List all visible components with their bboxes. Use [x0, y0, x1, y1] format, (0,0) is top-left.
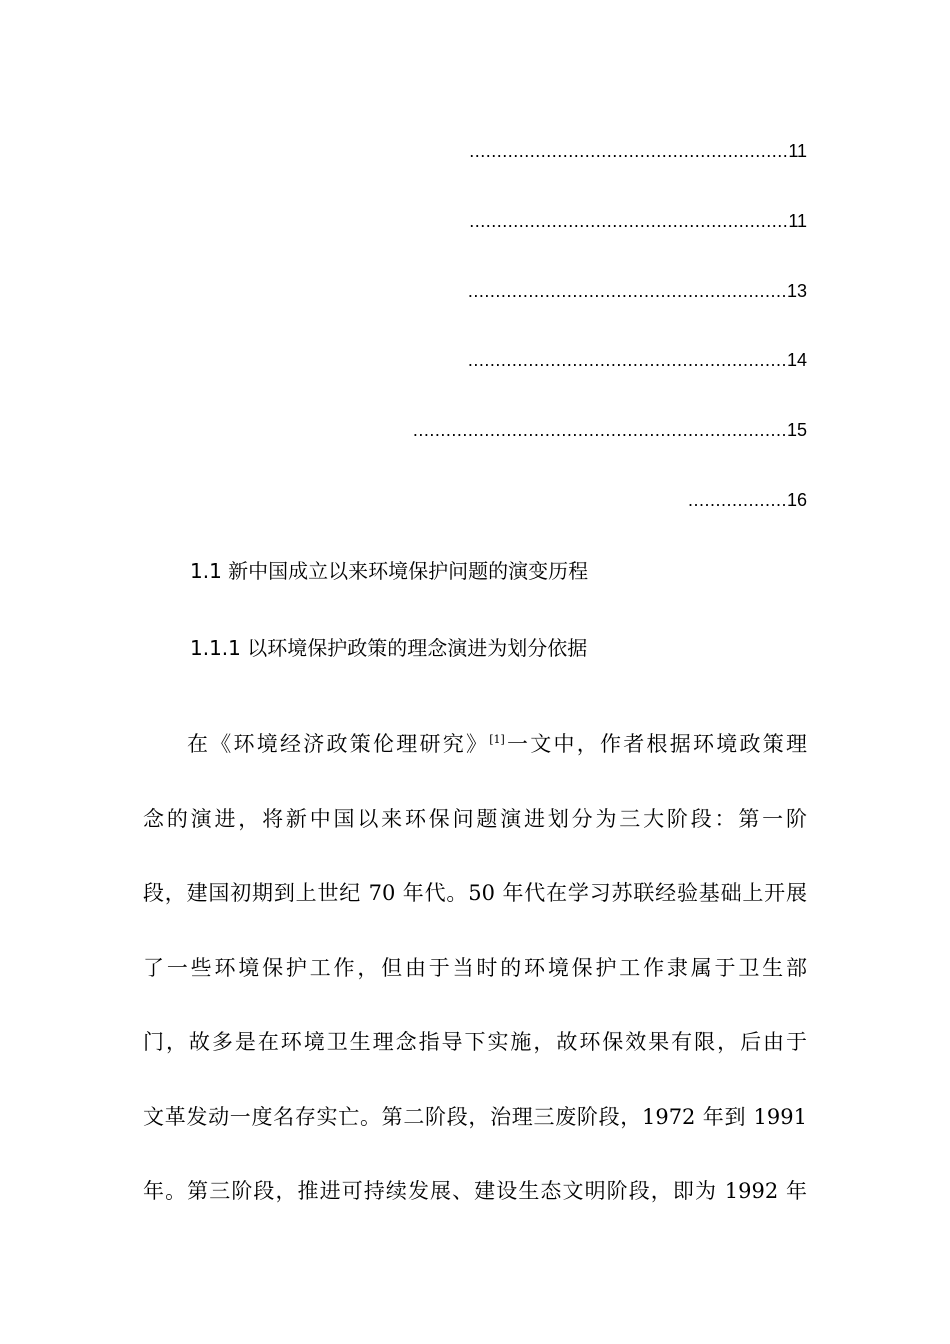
body-line	[143, 707, 807, 782]
toc-entry[interactable]	[468, 346, 807, 374]
toc-entry[interactable]	[469, 137, 807, 165]
subsection-heading: 1.1.1 以环境保护政策的理念演进为划分依据	[190, 636, 588, 660]
toc-page-number: 14	[786, 350, 807, 370]
toc-entry[interactable]	[468, 277, 807, 305]
toc-leader-dots: ..........................................................	[469, 211, 789, 231]
toc-leader-dots: ..................	[687, 490, 787, 510]
toc-page-number: 16	[786, 490, 807, 510]
toc-entry[interactable]	[469, 207, 807, 235]
toc-leader-dots: ..........................................................	[467, 281, 787, 301]
body-text-segment: 在《环境经济政策伦理研究》	[187, 732, 490, 756]
body-line: 念的演进，将新中国以来环保问题演进划分为三大阶段：第一阶	[143, 806, 807, 831]
body-text-segment: 一文中，作者根据环境政策理	[504, 732, 807, 756]
body-line: 段，建国初期到上世纪 70 年代。50 年代在学习苏联经验基础上开展	[143, 881, 807, 905]
toc-page-number: 11	[788, 211, 807, 231]
body-paragraph	[143, 707, 807, 1229]
toc-leader-dots: ....................................................................	[412, 420, 787, 440]
toc-entry[interactable]	[413, 416, 807, 444]
toc-page-number: 11	[788, 141, 807, 161]
toc-leader-dots: ..........................................................	[467, 350, 787, 370]
body-line: 门，故多是在环境卫生理念指导下实施，故环保效果有限，后由于	[143, 1030, 807, 1054]
toc-leader-dots: ..........................................................	[469, 141, 789, 161]
toc-page-number: 13	[786, 281, 807, 301]
body-line: 文革发动一度名存实亡。第二阶段，治理三废阶段，1972 年到 1991	[143, 1104, 807, 1129]
body-line: 年。第三阶段，推进可持续发展、建设生态文明阶段，即为 1992 年	[143, 1179, 807, 1203]
section-heading: 1.1 新中国成立以来环境保护问题的演变历程	[190, 559, 589, 583]
body-line: 了一些环境保护工作，但由于当时的环境保护工作隶属于卫生部	[143, 955, 807, 980]
citation-reference[interactable]: [1]	[489, 733, 505, 746]
toc-entry[interactable]	[688, 486, 807, 514]
toc-page-number: 15	[786, 420, 807, 440]
